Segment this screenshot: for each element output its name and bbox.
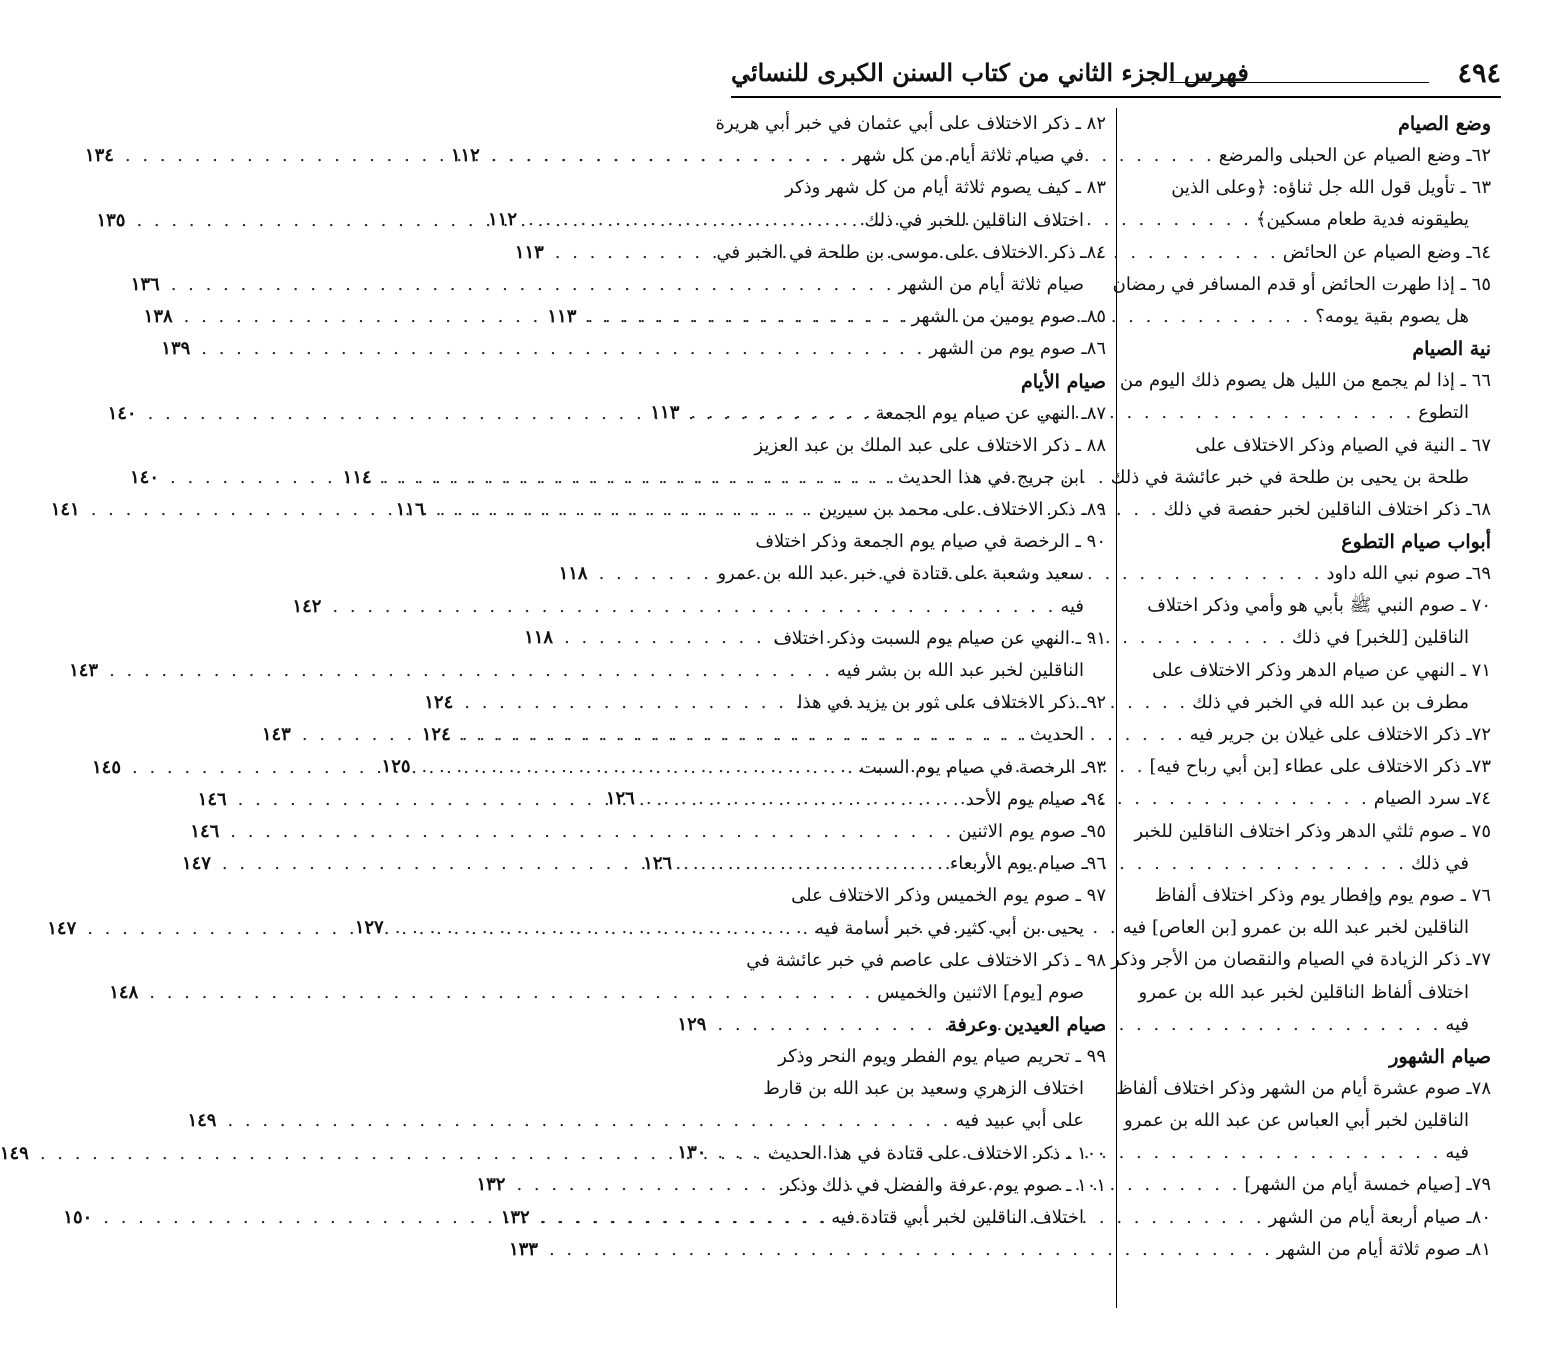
toc-page-number: ١١٤ [342,466,372,488]
toc-entry-text: في ذلك [1411,852,1469,874]
toc-page-number: ١٤٢ [292,595,322,617]
toc-entry-text: الحديث [1029,724,1084,746]
toc-entry-text: اختلاف الناقلين لخبر أبي قتادة فيه [831,1207,1084,1228]
toc-entry-text: فيه [1445,1142,1469,1164]
toc-page-number: ١٤٧ [181,853,211,875]
toc-entry-line [1116,977,1491,1009]
toc-entry-line [731,1073,1106,1105]
toc-entry-text: الناقلين [للخبر] في ذلك [1291,627,1469,649]
toc-page-number: ١٣٢ [500,1206,530,1228]
toc-entry-text: ٨٣ ـ كيف يصوم ثلاثة أيام من كل شهر وذكر [785,177,1106,199]
toc-entry-line [731,526,1106,558]
toc-page-number: ١١٨ [524,627,554,649]
toc-entry-text: ٦٢ـ وضع الصيام عن الحبلى والمرضع [1218,145,1491,166]
toc-entry-text: ٨٩ـ ذكر الاختلاف على محمد بن سيرين [818,499,1106,521]
toc-entry-line [731,880,1106,912]
toc-entry-text: سعيد وشعبة على قتادة في خبر عبد الله بن عمرو [717,563,1084,585]
toc-entry-text: ٨٧ـ النهي عن صيام يوم الجمعة [875,402,1106,424]
toc-page-number: ١٢٩ [677,1013,707,1035]
toc-entry [190,816,1106,848]
toc-entry-line [716,237,1106,269]
dot-leader [99,1202,831,1234]
toc-page-number: ١٤٨ [109,981,139,1003]
toc-entry-text: التطوع [1418,402,1469,424]
toc-entry-line [731,623,1106,655]
toc-page-number: ١٢٥ [381,756,411,778]
toc-entry-text: ٦٤ـ وضع الصيام عن الحائض [1282,241,1491,263]
toc-page-number: ١١٣ [650,402,680,424]
dot-leader [545,1234,1277,1266]
toc-entry-line [187,1105,1106,1137]
toc-entry-text: ٨٢ ـ ذكر الاختلاف على أبي عثمان في خبر أبي هريرة [715,113,1106,134]
dot-leader [298,719,1030,751]
toc-entry-text: ٧٤ـ سرد الصيام [1373,788,1491,810]
toc-entry-text: ٩٢ـ ذكر الاختلاف على ثور بن يزيد في هذا [797,692,1106,714]
toc-entry-text: ٨١ـ صوم ثلاثة أيام من الشهر [1276,1238,1491,1260]
toc-entry-line [731,1170,1106,1202]
toc-entry-text: ٦٨ـ ذكر اختلاف الناقلين لخبر حفصة في ذلك [1163,498,1491,520]
toc-entry-text: ٧٠ ـ صوم النبي ﷺ بأبي هو وأمي وذكر اختلاف [1147,595,1491,617]
toc-entry-text: ٩٣ـ الرخصة في صيام يوم السبت [859,756,1106,778]
toc-entry-line [69,655,1106,687]
section-heading: صيام العيدين وعرفة [947,1014,1106,1037]
toc-entry-text: الناقلين لخبر عبد الله بن عمرو [بن العاص] فيه [1122,917,1469,939]
toc-entry-text: ٧٩ـ [صيام خمسة أيام من الشهر] [1244,1174,1491,1196]
toc-entry-text: مطرف بن عبد الله في الخبر في ذلك [1192,691,1469,713]
toc-entry-text: ٨٤ـ ذكر الاختلاف على موسى بن طلحة في الخبر في [716,241,1106,263]
toc-page-number: ١٤٦ [197,788,227,810]
section-heading: نية الصيام [1412,338,1491,361]
toc-entry-line [1116,816,1491,848]
dot-leader [128,752,860,784]
toc-entry-text: ٩٦ـ صيام يوم الأربعاء [949,853,1106,875]
toc-page-number: ١٤٠ [130,466,160,488]
toc-page-number: ١٣٠ [677,1142,707,1164]
toc-entry-text: ١٠١ ـ صوم يوم عرفة والفضل في ذلك وذكر [780,1174,1106,1196]
toc-entry-text: ٧١ ـ النهي عن صيام الدهر وذكر الاختلاف على [1152,659,1491,681]
toc-page-number: ١١٢ [450,145,480,166]
toc-page-number: ١٢٤ [421,724,451,745]
section-heading: وضع الصيام [1398,113,1491,135]
toc-entry-line [292,591,1106,623]
dot-leader [226,816,958,848]
toc-entry-text: في صيام ثلاثة أيام من كل شهر [852,145,1084,167]
toc-entry-text: فيه [1060,595,1084,617]
dot-leader [223,1105,955,1137]
toc-entry-text: الناقلين لخبر أبي العباس عن عبد الله بن عمرو [1123,1110,1469,1132]
toc-entry-line [1111,944,1491,976]
toc-page-number: ١٤٣ [261,724,291,746]
toc-page-number: ١٢٦ [605,788,635,810]
page-header [731,52,1501,98]
toc-entry-line [161,333,1106,365]
dot-leader [36,1138,768,1170]
dot-leader [197,333,929,365]
dot-leader [167,269,899,301]
toc-entry-line [731,687,1106,719]
toc-entry-line [717,558,1106,590]
toc-page-number: ١١٣ [514,241,544,263]
toc-entry-text: ٦٥ ـ إذا طهرت الحائض أو قدم المسافر في رمضان [1112,273,1491,295]
toc-page-number: ١٤٣ [69,660,99,681]
page-number: ٤٩٤ [1457,58,1501,89]
toc-page-number: ١٣٢ [476,1174,506,1196]
toc-entry-text: فيه [1445,1013,1469,1035]
toc-entry-text: ٨٨ ـ ذكر الاختلاف على عبد الملك بن عبد العزيز [754,434,1106,456]
dot-leader [180,301,912,333]
dot-leader [121,140,853,172]
toc-entry-line [1112,269,1491,301]
toc-entry-text: اختلاف الزهري وسعيد بن عبد الله بن قارط [763,1078,1084,1100]
toc-entry-text: ٧٦ ـ صوم يوم وإفطار يوم وذكر اختلاف ألفاظ [1154,884,1491,906]
toc-page-number: ١١٢ [487,209,517,231]
dot-leader [218,848,950,880]
dot-leader [234,784,966,816]
toc-entry-text: ١٠٠ ـ ذكر الاختلاف على قتادة في هذا الحديث [767,1142,1106,1164]
toc-entry [508,1234,1491,1266]
toc-page-number: ١٣٩ [161,338,191,360]
toc-entry-text: ٧٨ـ صوم عشرة أيام من الشهر وذكر اختلاف ألفاظ [1116,1077,1491,1099]
toc-page-number: ١٢٧ [354,917,384,939]
toc-entry-line [190,816,1106,848]
toc-page-number: ١٥٠ [63,1207,93,1228]
toc-entry-text: ٨٦ـ صوم يوم من الشهر [929,338,1106,360]
toc-entry-text: ٩٥ـ صوم يوم الاثنين [958,820,1106,842]
toc-entry-line [715,108,1106,140]
toc-entry-line [508,1234,1491,1266]
toc-entry-text: ٨٥ـ صوم يومين من الشهر [911,306,1106,328]
toc-entry-text: صوم [يوم] الاثنين والخميس [877,981,1084,1003]
dot-leader [87,494,819,526]
toc-entry-line [1116,880,1491,912]
dot-leader [166,462,898,494]
toc-entry-line [109,977,1106,1009]
dot-leader [105,655,837,687]
toc-page-number: ١٣٥ [96,209,126,231]
toc-entry-text: ٨٠ـ صيام أربعة أيام من الشهر [1268,1206,1491,1228]
toc-page-number: ١٤٦ [190,820,220,842]
toc-page-number: ١٣٦ [130,273,160,295]
toc-entry-line [1116,172,1491,204]
toc-page-number: ١١٨ [558,563,588,585]
toc-page-number: ١٣٨ [143,306,173,328]
dot-leader [132,205,864,237]
toc-entry-text: الناقلين لخبر عبد الله بن بشر فيه [836,660,1084,681]
toc-entry-line [1116,430,1491,462]
toc-page-number: ١٤٧ [47,917,77,939]
toc-entry-text: ٦٣ ـ تأويل قول الله جل ثناؤه: ﴿وعلى الذين [1171,177,1491,199]
toc-entry-text: ٩٠ ـ الرخصة في صيام يوم الجمعة وذكر اختلاف [755,531,1106,553]
toc-entry-line [731,172,1106,204]
toc-entry-line [1116,655,1491,687]
toc-page-number: ١١٣ [547,305,577,327]
toc-entry-line [1116,1073,1491,1105]
toc-entry-text: ٧٢ـ ذكر الاختلاف على غيلان بن جرير فيه [1189,724,1491,745]
toc-page-number: ١٤٠ [107,402,137,424]
toc-entry-text: اختلاف ألفاظ الناقلين لخبر عبد الله بن عمرو [1138,981,1469,1003]
dot-leader [328,591,1060,623]
toc-entry-line [731,430,1106,462]
toc-page-number: ١٤١ [50,499,80,521]
toc-entry-text: على أبي عبيد فيه [955,1110,1084,1132]
toc-entry-line [1116,590,1491,622]
toc-entry [187,1041,1106,1138]
toc-entry-text: ٩٧ ـ صوم يوم الخميس وذكر الاختلاف على [791,885,1106,907]
toc-page-number: ١٤٩ [187,1110,217,1132]
toc-entry [109,945,1106,1009]
toc-entry [161,333,1106,365]
section-heading: صيام الأيام [1021,370,1106,393]
toc-entry-text: هل يصوم بقية يومه؟ [1315,305,1469,327]
toc-page-number: ١٤٥ [92,756,122,778]
toc-entry-text: يحيى بن أبي كثير في خبر أسامة فيه [815,917,1084,939]
toc-entry-line [731,945,1106,977]
toc-page-number: ١٢٦ [643,852,673,874]
toc-entry-text: ابن جريج في هذا الحديث [897,466,1084,488]
section-heading: أبواب صيام التطوع [1341,531,1491,554]
toc-entry-text: ٩٩ ـ تحريم صيام يوم الفطر ويوم النحر وذكر [778,1046,1106,1068]
toc-entry-text: ٩١ ـ النهي عن صيام يوم السبت وذكر اختلاف [773,627,1106,649]
toc-entry-text: ٦٦ ـ إذا لم يجمع من الليل هل يصوم ذلك اليوم من [1119,370,1491,392]
toc-page-number: ١١٦ [395,498,425,520]
toc-entry-text: ٩٤ـ صيام يوم الأحد [965,788,1106,810]
toc-entry-text: ٧٥ ـ صوم ثلثي الدهر وذكر اختلاف الناقلين للخبر [1134,820,1491,842]
toc-entry-text: طلحة بن يحيى بن طلحة في خبر عائشة في ذلك [1110,466,1469,488]
toc-entry-line [130,269,1106,301]
toc-entry-text: ٩٨ ـ ذكر الاختلاف على عاصم في خبر عائشة في [746,949,1106,971]
toc-entry-line [1116,1105,1491,1137]
toc-entry-text: يطيقونه فدية طعام مسكين﴾ [1255,209,1469,231]
toc-page-number: ١٤٩ [0,1142,29,1164]
toc-entry-text: صيام ثلاثة أيام من الشهر [898,273,1084,295]
toc-entry-line [731,1041,1106,1073]
toc-entry-text: اختلاف الناقلين للخبر في ذلك [864,209,1084,231]
toc-page-number: ١٣٤ [84,145,114,167]
section-heading: صيام الشهور [1389,1045,1491,1068]
dot-leader [144,398,876,430]
toc-page-number: ١٣٣ [508,1238,538,1260]
toc-entry-line [1116,365,1491,397]
toc-entry-text: ٦٩ـ صوم نبي الله داود [1326,563,1491,585]
dot-leader [83,913,815,945]
toc-entry-text: ٦٧ ـ النية في الصيام وذكر الاختلاف على [1195,434,1491,456]
header-title: فهرس الجزء الثاني من كتاب السنن الكبرى للنسائي [731,58,1249,87]
toc-entry-text: ٧٧ـ ذكر الزيادة في الصيام والنقصان من الأجر وذكر [1111,949,1491,971]
toc-entry-text: ٧٣ـ ذكر الاختلاف على عطاء [بن أبي رباح فيه] [1149,756,1491,778]
toc-page-number: ١٢٤ [424,691,454,713]
dot-leader [145,977,877,1009]
